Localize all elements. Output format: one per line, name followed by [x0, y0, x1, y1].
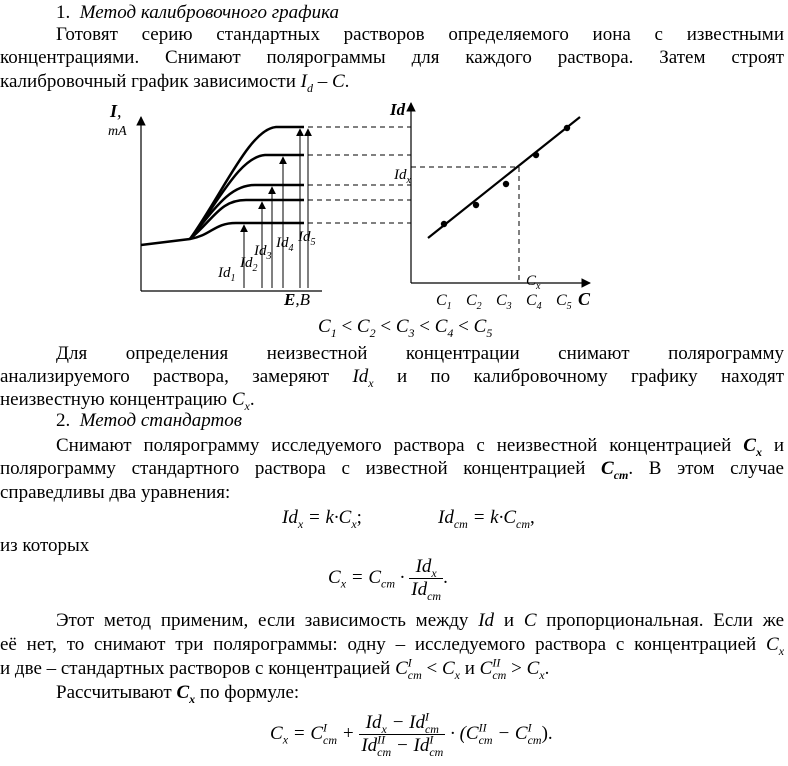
var-idx: Id — [352, 366, 369, 387]
p3-text4b: по формуле: — [199, 682, 300, 703]
calib-point-2 — [473, 202, 479, 208]
polarogram-4 — [190, 155, 304, 239]
label-id1: $Id_1$ — [218, 265, 236, 284]
equation-4: $C_x = C^I_{cm}$ + $\frac{Id_x - Id^I_{cm}}{Id^{II}_{cm} - Id^I_{cm}}$ · $(C^{II}_{cm} - C^I_{cm})$. — [270, 709, 553, 759]
label-id3: $Id_3$ — [254, 243, 272, 262]
section2-heading — [56, 410, 242, 432]
var-cx3: C — [766, 634, 779, 655]
label-id2: $Id_2$ — [240, 255, 258, 274]
var-I: I — [300, 71, 307, 92]
section1-text3: калибровочный график зависимости — [0, 71, 296, 92]
dot: . — [344, 71, 350, 92]
section1-heading — [56, 2, 339, 24]
section2-line3 — [0, 482, 788, 504]
equation-3: $C_x = C_{cm}$ · $\frac{Id_x}{Id_{cm}}$ . — [328, 556, 448, 603]
section1-line1 — [56, 24, 784, 46]
section2-line1 — [56, 435, 784, 457]
c2-st: $C^{II}_{cm}$ — [479, 655, 507, 682]
dot2: . — [249, 389, 255, 410]
s2-text2a: полярограмму стандартного раствора с известной концентрацией — [0, 458, 586, 479]
para2-line2 — [0, 366, 784, 388]
dash: – — [312, 71, 332, 92]
from-which-text: из которых — [0, 535, 90, 556]
var-cx: C — [231, 389, 245, 410]
p3-text4a: Рассчитывают — [56, 682, 172, 703]
tick-c5: $C_5$ — [556, 292, 572, 312]
right-y-label: Id — [390, 100, 406, 119]
para2-line3 — [0, 389, 788, 411]
s2-text2b: . В этом случае — [628, 458, 784, 479]
sub-x-bold2: x — [189, 691, 196, 706]
eq4-fraction: $\frac{Id_x - Id^I_{cm}}{Id^{II}_{cm} - Id^I_{cm}}$ — [361, 709, 444, 759]
cx-label: $C_x$ — [526, 273, 541, 292]
calib-point-1 — [441, 221, 447, 227]
var-cx-bold2: C — [176, 682, 190, 703]
sub-x2: x — [244, 398, 250, 413]
tick-c3: $C_3$ — [496, 292, 512, 312]
calibration-figure — [0, 95, 788, 345]
section2-number: 2. — [56, 410, 71, 431]
para2-text2b: и по калибровочному графику находят — [396, 366, 785, 387]
para3-line2 — [0, 634, 784, 656]
var-d: d — [306, 80, 313, 95]
c1-st: $C^I_{cm}$ — [395, 655, 422, 682]
sub-x-bold: x — [755, 444, 762, 459]
calib-point-3 — [503, 181, 509, 187]
equation-1: $Id_x = k\cdot C_x$; — [282, 507, 362, 531]
p3-text1a: Этот метод применим, если зависимость между — [56, 610, 469, 631]
equation-2: $Id_{cm} = k\cdot C_{cm}$, — [438, 507, 535, 531]
para2-line1 — [56, 343, 784, 365]
section1-number: 1. — [56, 2, 71, 23]
calibration-line — [428, 117, 580, 238]
para3-line3: и две – стандартных растворов с концентрацией $C^I_{cm} < C_x$ и $C^{II}_{cm} > C_x$. — [0, 655, 550, 682]
s2-text3: справедливы два уравнения: — [0, 482, 231, 503]
var-ccm-bold: C — [601, 458, 614, 479]
left-y-label: I, — [110, 101, 122, 121]
eq3-fraction: $\frac{Id_x}{Id_{cm}}$ — [411, 556, 442, 603]
right-chart — [389, 100, 591, 312]
section1-line2 — [0, 47, 784, 69]
var-cx-bold: C — [743, 435, 756, 456]
tick-c2: $C_2$ — [466, 292, 482, 312]
section1-text2: концентрациями. Снимают полярограммы для каждого раствора. Затем строят — [0, 47, 784, 68]
section1-text1: Готовят серию стандартных растворов определяемого иона с известными — [56, 24, 784, 45]
idx-label: $Id_x$ — [394, 167, 411, 186]
sub-x3: x — [778, 643, 785, 658]
s2-text1a: Снимают полярограмму исследуемого раствора с неизвестной концентрацией — [56, 435, 732, 456]
section2-line2 — [0, 458, 784, 480]
tick-c4: $C_4$ — [526, 292, 542, 312]
s2-text1b: и — [773, 435, 785, 456]
calib-point-4 — [533, 152, 539, 158]
figure-caption: $C_1 < C_2 < C_3 < C_4 < C_5$ — [318, 316, 493, 340]
p3-text3: и две – стандартных растворов с концентрацией — [0, 658, 391, 679]
p3-and: и — [503, 610, 515, 631]
para2-text2a: анализируемого раствора, замеряют — [0, 366, 330, 387]
from-which — [0, 535, 788, 557]
para2-text3: неизвестную концентрацию — [0, 389, 228, 410]
section2-title: Метод стандартов — [79, 410, 242, 431]
para2-text1: Для определения неизвестной концентрации снимают полярограмму — [56, 343, 784, 364]
p3-text2: её нет, то снимают три полярограммы: одну – исследуемого раствора с концентрацией — [0, 634, 757, 655]
sub-x: x — [368, 375, 374, 390]
left-x-label: E,B — [284, 290, 310, 309]
var-C: C — [331, 71, 345, 92]
right-x-label: C — [578, 289, 591, 309]
dashed-connectors — [308, 127, 519, 283]
label-id4: $Id_4$ — [276, 235, 294, 254]
var-c: C — [523, 610, 537, 631]
calib-point-5 — [564, 125, 570, 131]
section1-title: Метод калибровочного графика — [79, 2, 340, 23]
p3-text1b: пропорциональная. Если же — [546, 610, 785, 631]
left-y-unit: mA — [108, 124, 127, 139]
left-chart — [108, 101, 322, 309]
para3-line4 — [56, 682, 299, 704]
section1-line3 — [0, 71, 788, 93]
tick-c1: $C_1$ — [436, 292, 452, 312]
para3-line1 — [56, 610, 784, 632]
sub-cm-bold: cm — [613, 467, 629, 482]
label-id5: $Id_5$ — [298, 229, 316, 248]
var-id: Id — [478, 610, 495, 631]
